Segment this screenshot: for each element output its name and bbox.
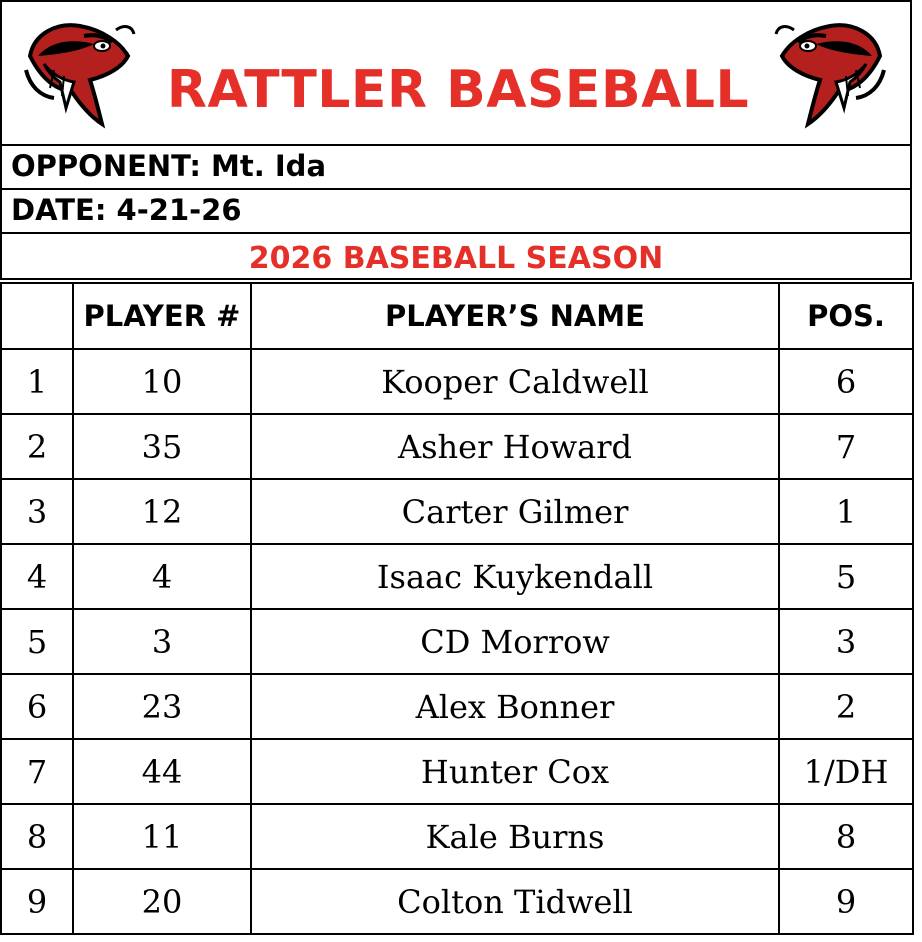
player-number: 3 <box>73 609 251 674</box>
player-name: Isaac Kuykendall <box>251 544 779 609</box>
table-row <box>1 739 913 804</box>
date-line: DATE: 4-21-26 <box>0 190 912 234</box>
player-position: 7 <box>779 414 913 479</box>
batting-order: 9 <box>1 869 73 934</box>
batting-order: 8 <box>1 804 73 869</box>
player-position: 6 <box>779 349 913 414</box>
batting-order: 7 <box>1 739 73 804</box>
batting-order: 4 <box>1 544 73 609</box>
player-name: Carter Gilmer <box>251 479 779 544</box>
table-row <box>1 349 913 414</box>
snake-head-right <box>776 25 884 124</box>
player-position: 2 <box>779 674 913 739</box>
player-number: 44 <box>73 739 251 804</box>
player-name: Hunter Cox <box>251 739 779 804</box>
column-header-position: POS. <box>779 283 913 349</box>
player-position: 1/DH <box>779 739 913 804</box>
player-position: 3 <box>779 609 913 674</box>
batting-order: 1 <box>1 349 73 414</box>
player-number: 10 <box>73 349 251 414</box>
table-row <box>1 804 913 869</box>
player-name: Alex Bonner <box>251 674 779 739</box>
table-header-row <box>1 283 913 349</box>
player-number: 20 <box>73 869 251 934</box>
season-banner: 2026 BASEBALL SEASON <box>0 234 912 280</box>
batting-order: 3 <box>1 479 73 544</box>
table-row <box>1 869 913 934</box>
player-number: 23 <box>73 674 251 739</box>
table-row <box>1 609 913 674</box>
batting-order: 5 <box>1 609 73 674</box>
player-position: 1 <box>779 479 913 544</box>
opponent-line: OPPONENT: Mt. Ida <box>0 146 912 190</box>
player-number: 4 <box>73 544 251 609</box>
column-header-order <box>1 283 73 349</box>
batting-order: 2 <box>1 414 73 479</box>
table-row <box>1 414 913 479</box>
player-position: 5 <box>779 544 913 609</box>
player-number: 12 <box>73 479 251 544</box>
page-title: RATTLER BASEBALL <box>166 60 750 120</box>
player-number: 35 <box>73 414 251 479</box>
player-position: 9 <box>779 869 913 934</box>
lineup-table <box>0 282 914 935</box>
player-position: 8 <box>779 804 913 869</box>
table-row <box>1 674 913 739</box>
table-row <box>1 544 913 609</box>
player-name: Colton Tidwell <box>251 869 779 934</box>
player-name: Kooper Caldwell <box>251 349 779 414</box>
table-row <box>1 479 913 544</box>
player-number: 11 <box>73 804 251 869</box>
player-name: Asher Howard <box>251 414 779 479</box>
player-name: CD Morrow <box>251 609 779 674</box>
column-header-player-name: PLAYER’S NAME <box>251 283 779 349</box>
rattlesnake-head-icon <box>774 12 886 136</box>
column-header-player-number: PLAYER # <box>73 283 251 349</box>
batting-order: 6 <box>1 674 73 739</box>
player-name: Kale Burns <box>251 804 779 869</box>
header <box>0 0 912 146</box>
